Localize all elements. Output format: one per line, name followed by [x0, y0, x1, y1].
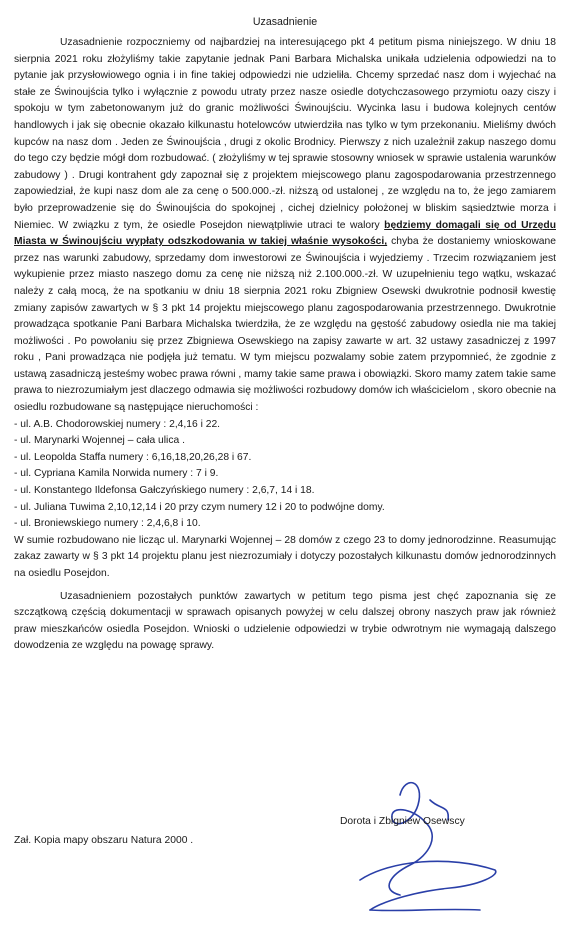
paragraph-main-part2: chyba że dostaniemy wnioskowane przez nas warunki zabudowy, sprzedamy dom inwestorowi ze Świnoujścia i wyjedziemy . Trzecim rozwiązaniem jest wykupienie przez miasto naszego domu za cenę nie niższą niż 2.100.000.-zł. W uzupełnieniu tego wątku, wskazać należy z całą mocą, że na spotkaniu w dniu 18 sierpnia 2021 roku Zbigniew Osewski dwukrotnie podnosił kwestię zmiany zapisów zawartych w § 3 pkt 14 projektu miejscowego planu zagospodarowania przestrzennego. Dwukrotnie prowadząca spotkanie Pani Barbara Michalska twierdziła, że ze względu na gęstość zabudowy osiedla nie ma takiej możliwości . Po powołaniu się przez Zbigniewa Osewskiego na zapisy zawarte w art. 32 ustawy zasadniczej z 1997 roku , Pani prowadząca nie podjęła już tematu. W tym miejscu pozwalamy sobie zatem przypomnieć, że zgodnie z ustawą zasadniczą jesteśmy wobec prawa równi , mamy takie same prawa i obowiązki. Skoro mamy zatem takie same prawa to niezrozumiałym jest dlaczego odmawia się możliwości rozbudowy domów ich właścicielom , skoro obecnie na osiedlu rozbudowane są następujące nieruchomości : — [14, 236, 556, 414]
list-item: - ul. Cypriana Kamila Norwida numery : 7 i 9. — [14, 468, 219, 480]
paragraph-main-emphasis: będziemy domagali się od Urzędu Miasta w Świnoujściu wypłaty odszkodowania w takiej właśnie wysokości, — [14, 219, 556, 248]
property-list — [14, 417, 556, 533]
summary-paragraph: W sumie rozbudowano nie licząc ul. Marynarki Wojennej – 28 domów z czego 23 to domy jednorodzinne. Reasumując zakaz zawarty w § 3 pkt 14 projektu planu jest niezrozumiały i dotyczy pozostałych kilkunastu domów jednorodzinnych na osiedlu Posejdon. — [14, 534, 556, 579]
document-title: Uzasadnienie — [252, 16, 318, 28]
handwritten-signature — [330, 760, 510, 920]
list-item: - ul. Marynarki Wojennej – cała ulica . — [14, 435, 185, 447]
paragraph-main-part1: Uzasadnienie rozpoczniemy od najbardziej na interesującego pkt 4 petitum pisma niniejszego. W dniu 18 sierpnia 2021 roku złożyliśmy takie zapytanie jednak Pani Barbara Michalska unikała udzielenia odpowiedzi na to pytanie jak przysłowiowego ognia i in fine takiej odpowiedzi nie udzieliła. Chcemy sprzedać nasz dom i wyjechać na stałe ze Świnoujścia tylko i wyłącznie z powodu utraty przez nasze osiedle dotychczasowego przymiotu oazy ciszy i spokoju w tym zabetonowanym już do granic możliwości Świnoujściu. Wycinka lasu i budowa kolejnych centów handlowych i jak się obecnie okazało kilkunastu hotelowców utwierdziła nas tylko w tym przekonaniu. Mieliśmy dwóch kupców na nasz dom . Jeden ze Świnoujścia , drugi z okolic Brodnicy. Pierwszy z nich uzależnił zakup naszego domu do tego czy będzie mógł dom rozbudować. ( złożyliśmy w tej sprawie stosowny wniosek w sprawie ustalenia warunków zabudowy ) . Drugi kontrahent gdy zapoznał się z projektem miejscowego planu zagospodarowania przestrzennego zapowiedział, że kupi nasz dom ale za cenę o 500.000.-zł. niższą od ustalonej , ze względu na to, że jego zamiarem było przeprowadzenie się do Świnoujścia do spokojnej , cichej dzielnicy położonej w bliskim sąsiedztwie morza i Niemiec. W związku z tym, że osiedle Posejdon niewątpliwie utraci te walory — [14, 37, 556, 231]
list-item: - ul. Leopolda Staffa numery : 6,16,18,20,26,28 i 67. — [14, 451, 252, 463]
enclosure-note: Zał. Kopia mapy obszaru Natura 2000 . — [14, 835, 194, 846]
list-item: - ul. Konstantego Ildefonsa Gałczyńskiego numery : 2,6,7, 14 i 18. — [14, 485, 315, 497]
list-item: - ul. Broniewskiego numery : 2,4,6,8 i 10. — [14, 518, 201, 530]
list-item: - ul. Juliana Tuwima 2,10,12,14 i 20 przy czym numery 12 i 20 to podwójne domy. — [14, 501, 385, 513]
list-item: - ul. A.B. Chodorowskiej numery : 2,4,16 i 22. — [14, 418, 221, 430]
paragraph-second: Uzasadnieniem pozostałych punktów zawartych w petitum tego pisma jest chęć zapoznania się ze szczątkową częścią dokumentacji w sprawach opisanych powyżej w celu dalszej obrony naszych praw jak również praw mieszkańców osiedla Posejdon. Wnioski o udzielenie odpowiedzi w trybie odwrotnym nie wymagają dalszego dowodzenia ze względu na powagę sprawy. — [14, 590, 556, 652]
signature-name: Dorota i Zbigniew Osewscy — [340, 816, 465, 827]
paragraph-main — [14, 35, 556, 417]
